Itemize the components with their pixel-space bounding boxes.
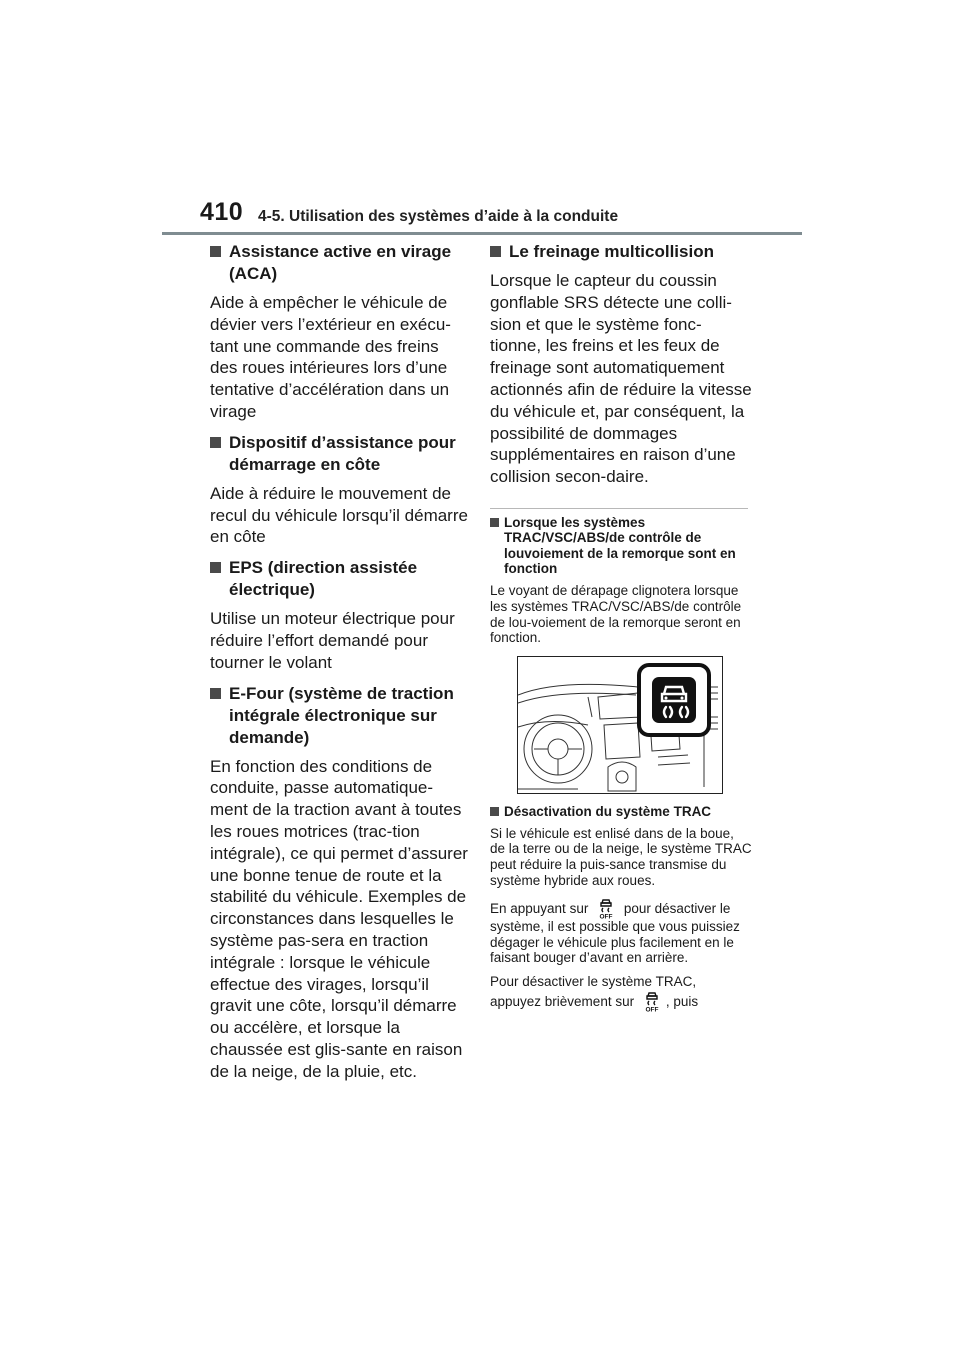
header-rule — [162, 232, 802, 235]
dashboard-illustration — [517, 656, 723, 794]
body-multicollision: Lorsque le capteur du coussin gonflable SRS détecte une colli-sion et que le système fonc-tionne, les freins et les feux de freinage sont automatiquement actionnés afin de réduire la vitesse du véhicule et, par conséquent, la possibilité de dommages supplémentaires en raison d’une collision secon-daire. — [490, 271, 752, 487]
section-title: 4-5. Utilisation des systèmes d’aide à la conduite — [258, 208, 619, 225]
heading-hill-start — [210, 432, 468, 476]
page-number: 410 — [200, 198, 244, 226]
heading-multicollision-text: Le freinage multicollision — [509, 242, 714, 261]
heading-eps-text: EPS (direction assistée électrique) — [229, 558, 418, 600]
body-aca: Aide à empêcher le véhicule de dévier vers l’extérieur en exécu-tant une commande des freins des roues intérieures lors d’une tentative d’accélération dans un virage — [210, 293, 451, 421]
bullet-square-icon — [490, 807, 499, 816]
bullet-square-icon — [490, 246, 501, 257]
deact-trac-line1: Pour désactiver le système TRAC, — [490, 974, 697, 990]
heading-deactivation-text: Désactivation du système TRAC — [504, 804, 712, 820]
heading-aca — [210, 241, 468, 285]
body-press-switch — [490, 897, 752, 966]
body-eps: Utilise un moteur électrique pour réduire l’effort demandé pour tourner le volant — [210, 609, 455, 672]
subsection-rule — [490, 508, 748, 509]
heading-efour-text: E-Four (système de traction intégrale électronique sur demande) — [229, 683, 454, 747]
heading-when-active-text: Lorsque les systèmes TRAC/VSC/ABS/de contrôle de louvoiement de la remorque sont en fonction — [504, 514, 736, 577]
press-before-text: En appuyant sur — [490, 900, 589, 916]
deact-trac-after-text: , puis — [665, 994, 699, 1010]
right-column — [490, 241, 752, 1020]
vsc-off-switch-icon — [641, 990, 663, 1012]
heading-aca-text: Assistance active en virage (ACA) — [229, 242, 452, 283]
page-header — [0, 0, 960, 240]
bullet-square-icon — [490, 518, 499, 527]
bullet-square-icon — [210, 246, 221, 257]
bullet-square-icon — [210, 437, 221, 448]
heading-deactivation — [490, 804, 752, 820]
body-deactivate-trac — [490, 974, 752, 1012]
body-when-active: Le voyant de dérapage clignotera lorsque les systèmes TRAC/VSC/ABS/de contrôle de lou-voiement de la remorque seront en fonction. — [490, 582, 742, 646]
deact-trac-before-text: appuyez brièvement sur — [490, 994, 635, 1010]
off-label: OFF — [645, 1006, 659, 1013]
body-efour: En fonction des conditions de conduite, passe automatique-ment de la traction avant à toutes les roues motrices (trac-tion intégrale), ce qui permet d’assurer une bonne tenue de route et la stabilité du véhicule. Exemples de circonstances dans lesquelles le système pas-sera en traction intégrale : lorsque le véhicule effectue des virages, lorsqu’il gravit une côte, lorsqu’il démarre ou accélère, et lorsque la chaussée est glis-sante en raison de la neige, de la pluie, etc. — [210, 756, 468, 1081]
vsc-off-switch-icon — [595, 897, 617, 919]
dashboard-drawing — [518, 657, 722, 793]
heading-when-active — [490, 515, 752, 577]
body-deactivation: Si le véhicule est enlisé dans de la boue, de la terre ou de la neige, le système TRAC peut réduire la puis-sance transmise du système hybride aux roues. — [490, 825, 752, 889]
left-column — [210, 241, 468, 1092]
heading-efour — [210, 683, 468, 749]
bullet-square-icon — [210, 688, 221, 699]
heading-hill-start-text: Dispositif d’assistance pour démarrage en côte — [229, 432, 456, 474]
heading-eps — [210, 557, 468, 601]
press-after-text: pour désactiver le système, il est possible que vous puissiez dégager le véhicule plus facilement en le faisant bouger d’avant en arrière. — [490, 900, 740, 966]
body-hill-start: Aide à réduire le mouvement de recul du véhicule lorsqu’il démarre en côte — [210, 483, 468, 547]
heading-multicollision — [490, 241, 752, 263]
bullet-square-icon — [210, 562, 221, 573]
off-label: OFF — [599, 913, 613, 919]
